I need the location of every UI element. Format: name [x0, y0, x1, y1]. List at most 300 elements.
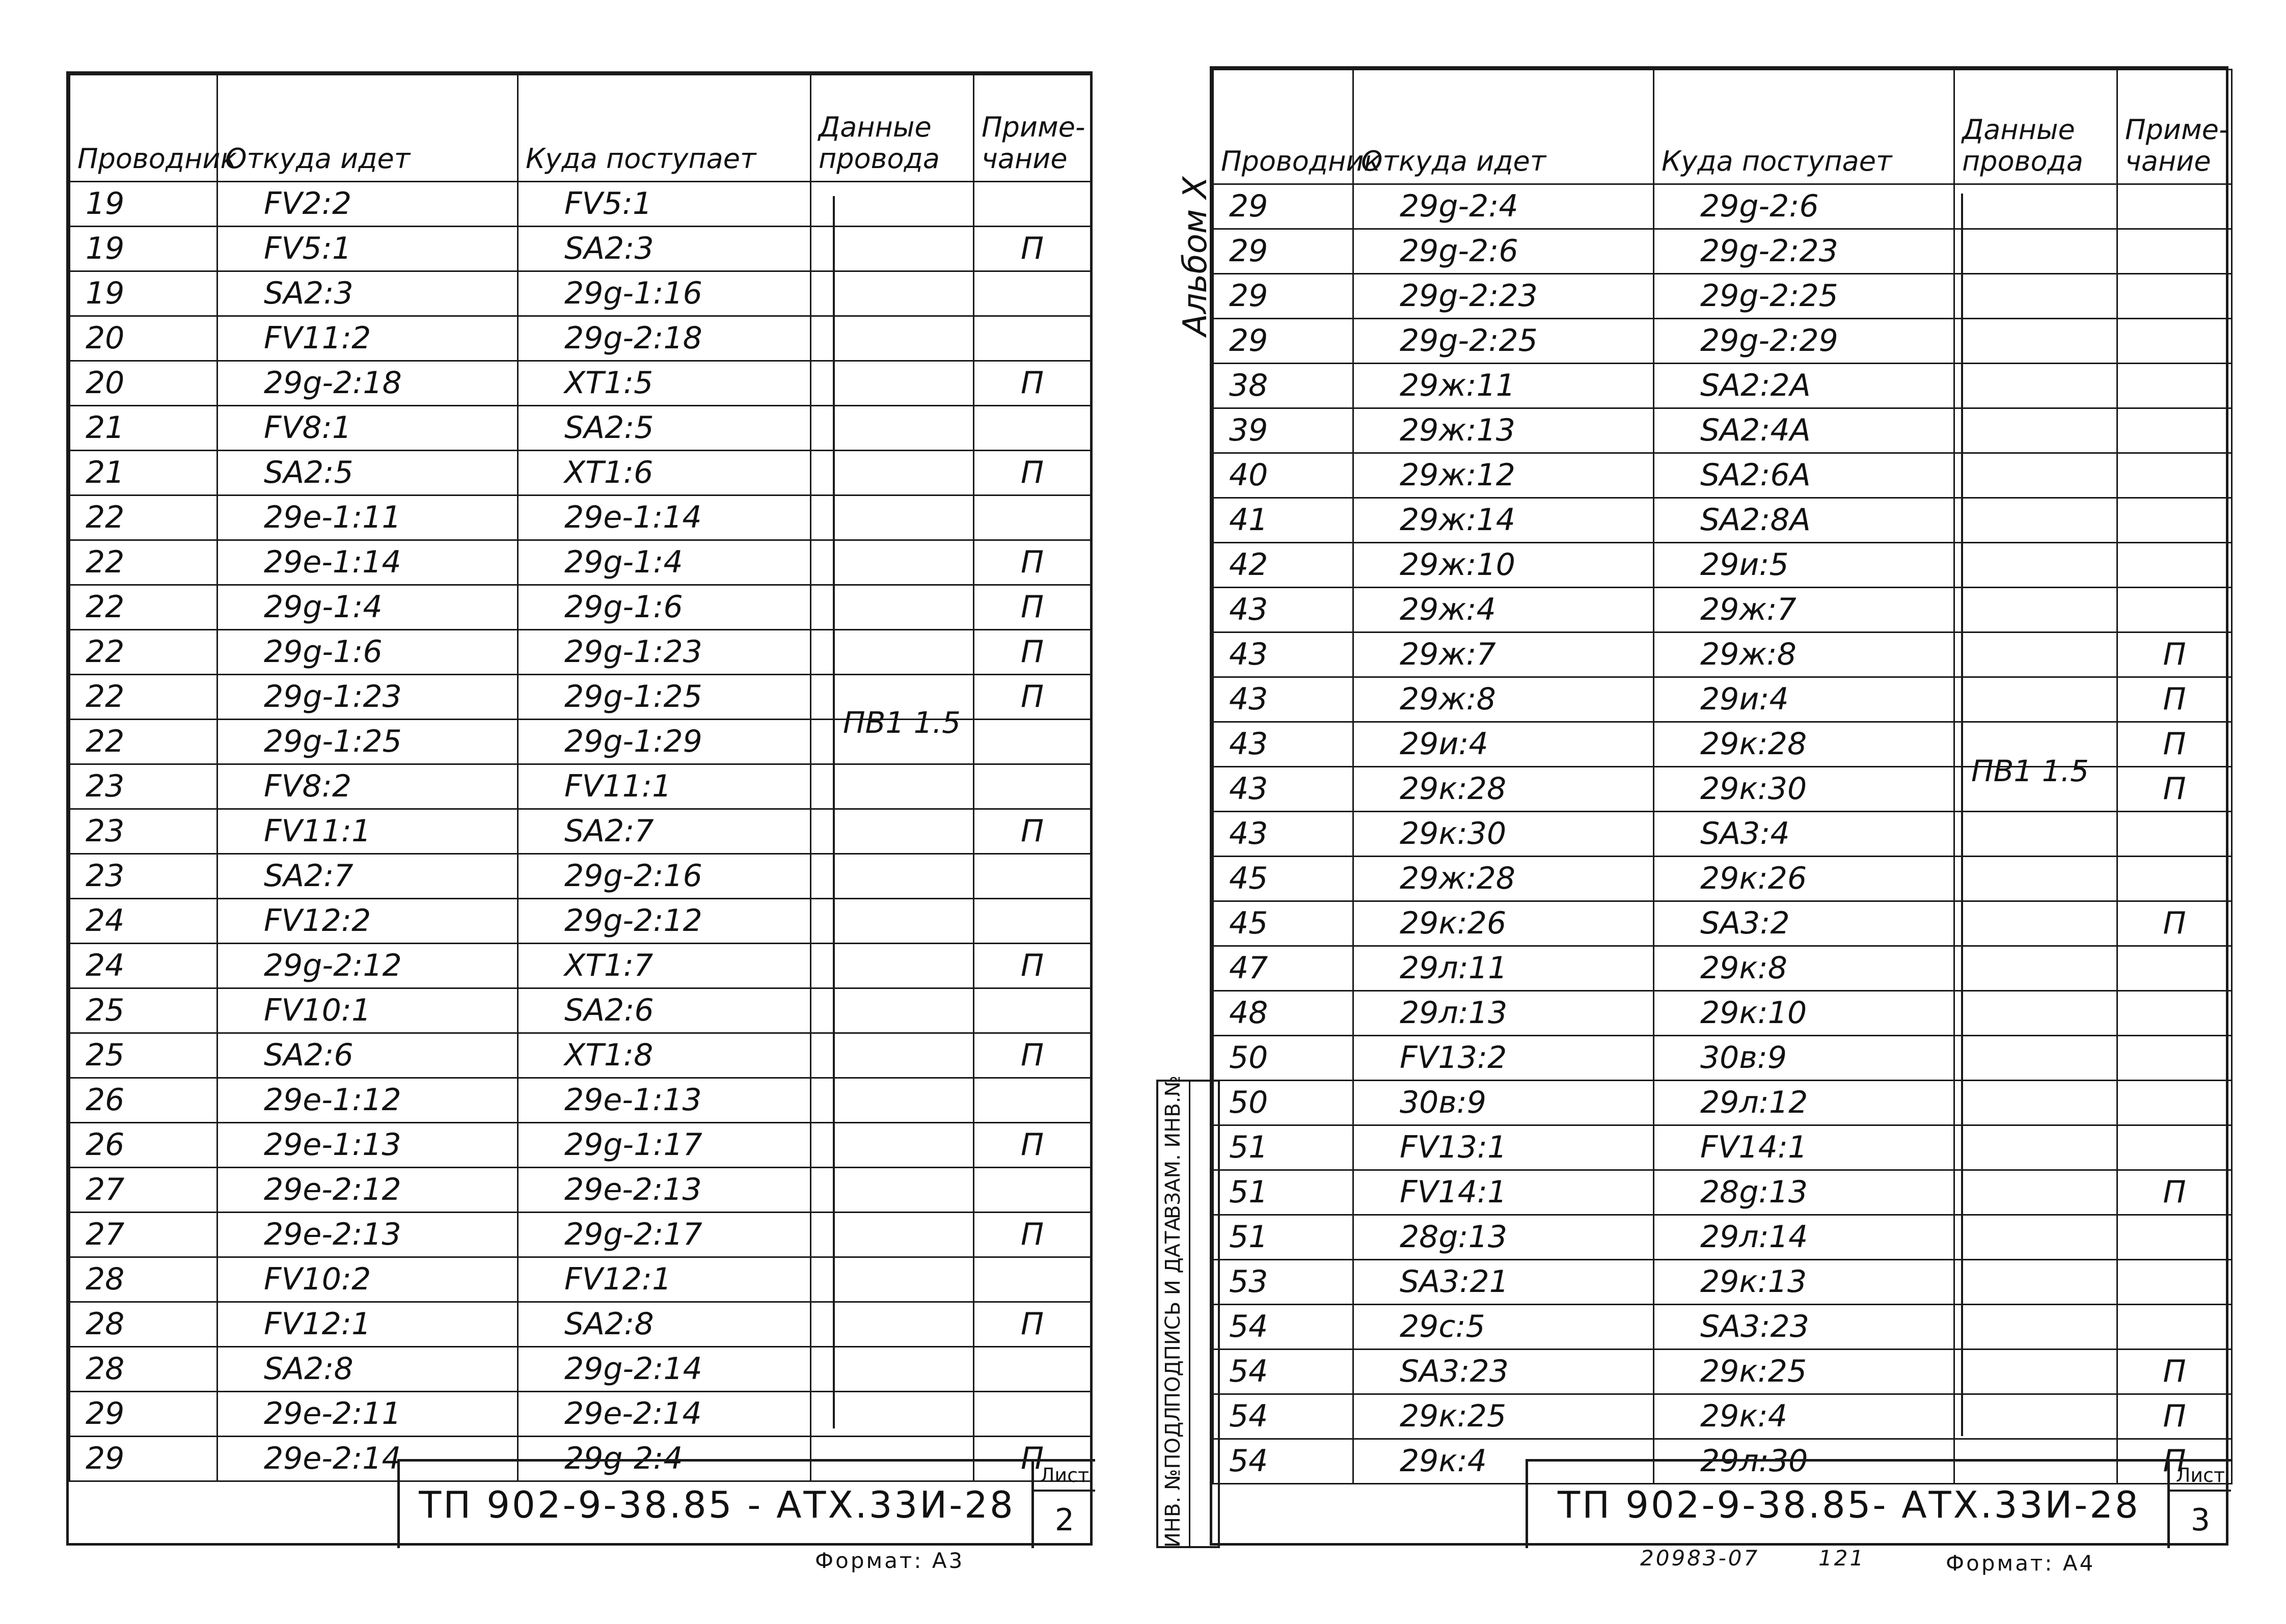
table-row: [70, 809, 1091, 854]
left-sheet-number: 2: [1054, 1502, 1075, 1538]
to-cell: 29л:30: [1654, 1439, 1954, 1484]
to-cell: 29к:30: [1654, 767, 1954, 812]
to-cell: 29g-1:17: [518, 1123, 811, 1168]
note-cell: [2117, 588, 2232, 632]
from-cell: 29ж:10: [1353, 543, 1654, 588]
to-cell: 29g-2:25: [1654, 274, 1954, 319]
data-cell: [1954, 543, 2117, 588]
data-cell: [1954, 588, 2117, 632]
from-cell: 29с:5: [1353, 1305, 1654, 1350]
from-cell: 29e-2:13: [217, 1213, 518, 1257]
to-cell: 30в:9: [1654, 1036, 1954, 1081]
table-row: [70, 1257, 1091, 1302]
table-row: [1213, 1394, 2232, 1439]
from-cell: 29g-2:12: [217, 944, 518, 988]
table-row: [70, 988, 1091, 1033]
note-cell: [974, 1078, 1091, 1123]
note-cell: П: [974, 630, 1091, 675]
wire-cell: 43: [1213, 588, 1353, 632]
data-cell: [1954, 1305, 2117, 1350]
table-row: [70, 361, 1091, 406]
data-cell: [811, 1168, 974, 1213]
wire-cell: 38: [1213, 364, 1353, 408]
from-cell: 29g-2:4: [1353, 184, 1654, 229]
data-cell: [1954, 812, 2117, 857]
note-cell: П: [974, 540, 1091, 585]
to-cell: 29g-2:29: [1654, 319, 1954, 364]
wire-cell: 19: [70, 271, 217, 316]
from-cell: FV10:1: [217, 988, 518, 1033]
to-cell: SA2:7: [518, 809, 811, 854]
from-cell: 29g-1:25: [217, 720, 518, 764]
note-cell: [2117, 1305, 2232, 1350]
left-sheet-label: Лист: [1034, 1462, 1095, 1492]
table-row: [1213, 1036, 2232, 1081]
from-cell: 29e-1:12: [217, 1078, 518, 1123]
wire-cell: 47: [1213, 946, 1353, 991]
from-cell: 29к:25: [1353, 1394, 1654, 1439]
data-cell: [811, 944, 974, 988]
note-cell: [2117, 408, 2232, 453]
data-cell: [811, 1033, 974, 1078]
table-row: [1213, 453, 2232, 498]
note-cell: [974, 406, 1091, 451]
data-cell: [1954, 946, 2117, 991]
to-cell: 29ж:8: [1654, 632, 1954, 677]
from-cell: FV14:1: [1353, 1170, 1654, 1215]
note-cell: [974, 899, 1091, 944]
from-cell: 29ж:12: [1353, 453, 1654, 498]
to-cell: SA2:8: [518, 1302, 811, 1347]
table-row: [70, 227, 1091, 271]
data-cell: [1954, 498, 2117, 543]
left-sheet: [66, 71, 1093, 1546]
wire-cell: 48: [1213, 991, 1353, 1036]
to-cell: 29g-2:6: [1654, 184, 1954, 229]
data-cell: [811, 1123, 974, 1168]
to-cell: 29g-2:12: [518, 899, 811, 944]
to-cell: XT1:5: [518, 361, 811, 406]
data-cell: [811, 1257, 974, 1302]
from-cell: FV5:1: [217, 227, 518, 271]
wire-cell: 22: [70, 585, 217, 630]
note-cell: П: [2117, 1350, 2232, 1394]
to-cell: 29g-2:14: [518, 1347, 811, 1392]
note-cell: П: [2117, 1170, 2232, 1215]
note-cell: [974, 271, 1091, 316]
wire-cell: 19: [70, 182, 217, 227]
wire-cell: 23: [70, 764, 217, 809]
table-row: [1213, 319, 2232, 364]
note-cell: П: [974, 451, 1091, 496]
data-cell: [811, 182, 974, 227]
table-row: [1213, 184, 2232, 229]
wire-cell: 23: [70, 854, 217, 899]
from-cell: 29и:4: [1353, 722, 1654, 767]
wire-cell: 22: [70, 496, 217, 540]
from-cell: FV12:2: [217, 899, 518, 944]
table-row: [70, 1302, 1091, 1347]
data-cell: [1954, 857, 2117, 901]
data-cell: [1954, 408, 2117, 453]
table-row: [1213, 677, 2232, 722]
header-to: Куда поступает: [518, 75, 811, 182]
data-cell: [811, 451, 974, 496]
data-cell: [811, 1302, 974, 1347]
data-cell: [1954, 901, 2117, 946]
to-cell: 29g-2:4: [518, 1437, 811, 1481]
note-cell: [974, 1392, 1091, 1437]
table-row: [70, 944, 1091, 988]
to-cell: SA3:4: [1654, 812, 1954, 857]
data-cell: [1954, 1394, 2117, 1439]
data-cell: [811, 1078, 974, 1123]
note-cell: П: [974, 1213, 1091, 1257]
to-cell: 29к:8: [1654, 946, 1954, 991]
data-cell: [1954, 274, 2117, 319]
wire-cell: 19: [70, 227, 217, 271]
from-cell: FV13:2: [1353, 1036, 1654, 1081]
note-cell: [2117, 319, 2232, 364]
to-cell: 29и:4: [1654, 677, 1954, 722]
data-cell: [1954, 1125, 2117, 1170]
note-cell: [2117, 364, 2232, 408]
from-cell: FV8:1: [217, 406, 518, 451]
table-row: [1213, 1215, 2232, 1260]
right-sheet: [1210, 66, 2228, 1546]
data-cell: [1954, 677, 2117, 722]
table-row: [1213, 812, 2232, 857]
side-inv-label: ИНВ. №ПОДЛ: [1161, 1406, 1185, 1548]
wire-cell: 51: [1213, 1125, 1353, 1170]
data-cell: [811, 271, 974, 316]
from-cell: FV11:2: [217, 316, 518, 361]
wire-cell: 28: [70, 1257, 217, 1302]
wire-cell: 29: [1213, 229, 1353, 274]
to-cell: 28g:13: [1654, 1170, 1954, 1215]
to-cell: 29к:26: [1654, 857, 1954, 901]
to-cell: SA3:23: [1654, 1305, 1954, 1350]
to-cell: 29e-1:14: [518, 496, 811, 540]
wire-cell: 29: [70, 1437, 217, 1481]
to-cell: 29g-2:16: [518, 854, 811, 899]
wire-cell: 22: [70, 630, 217, 675]
to-cell: 29и:5: [1654, 543, 1954, 588]
wire-cell: 50: [1213, 1081, 1353, 1125]
wire-cell: 23: [70, 809, 217, 854]
from-cell: 29g-2:25: [1353, 319, 1654, 364]
from-cell: 30в:9: [1353, 1081, 1654, 1125]
note-cell: [974, 1347, 1091, 1392]
from-cell: 29g-1:4: [217, 585, 518, 630]
to-cell: 29e-1:13: [518, 1078, 811, 1123]
from-cell: 29e-2:14: [217, 1437, 518, 1481]
to-cell: FV5:1: [518, 182, 811, 227]
wire-cell: 54: [1213, 1305, 1353, 1350]
table-row: [1213, 229, 2232, 274]
from-cell: SA3:23: [1353, 1350, 1654, 1394]
note-cell: [974, 854, 1091, 899]
to-cell: SA2:2A: [1654, 364, 1954, 408]
note-cell: [2117, 498, 2232, 543]
album-label: Альбом X: [1177, 176, 1214, 336]
table-row: [1213, 901, 2232, 946]
data-cell: [1954, 1215, 2117, 1260]
from-cell: 29e-2:11: [217, 1392, 518, 1437]
wire-cell: 51: [1213, 1170, 1353, 1215]
header-note: Приме- чание: [2117, 70, 2232, 184]
table-row: [1213, 1260, 2232, 1305]
data-cell: [811, 540, 974, 585]
header-note: Приме- чание: [974, 75, 1091, 182]
note-cell: [974, 1168, 1091, 1213]
table-row: [70, 182, 1091, 227]
to-cell: SA2:8A: [1654, 498, 1954, 543]
header-wire: Проводник: [70, 75, 217, 182]
table-row: [70, 1347, 1091, 1392]
wire-cell: 25: [70, 988, 217, 1033]
header-wire: Проводник: [1213, 70, 1353, 184]
wire-cell: 53: [1213, 1260, 1353, 1305]
header-from: Откуда идет: [1353, 70, 1654, 184]
data-cell: [811, 1392, 974, 1437]
note-cell: П: [2117, 901, 2232, 946]
to-cell: 29g-1:4: [518, 540, 811, 585]
table-row: [70, 1078, 1091, 1123]
note-cell: П: [2117, 632, 2232, 677]
note-cell: [2117, 1081, 2232, 1125]
wire-cell: 45: [1213, 901, 1353, 946]
wire-cell: 28: [70, 1302, 217, 1347]
note-cell: [2117, 274, 2232, 319]
note-cell: [2117, 453, 2232, 498]
to-cell: 29g-2:23: [1654, 229, 1954, 274]
table-row: [1213, 588, 2232, 632]
to-cell: FV12:1: [518, 1257, 811, 1302]
to-cell: XT1:7: [518, 944, 811, 988]
to-cell: 29e-2:13: [518, 1168, 811, 1213]
table-row: [70, 1033, 1091, 1078]
data-cell: [811, 1213, 974, 1257]
from-cell: SA2:3: [217, 271, 518, 316]
table-row: [1213, 1305, 2232, 1350]
wire-cell: 42: [1213, 543, 1353, 588]
note-cell: П: [974, 1123, 1091, 1168]
from-cell: 29g-2:18: [217, 361, 518, 406]
to-cell: 29g-2:17: [518, 1213, 811, 1257]
data-cell: [811, 227, 974, 271]
wire-cell: 20: [70, 316, 217, 361]
note-cell: [2117, 991, 2232, 1036]
side-strip-divider: [1189, 1082, 1190, 1546]
table-row: [70, 1213, 1091, 1257]
wire-cell: 21: [70, 451, 217, 496]
table-row: [70, 1168, 1091, 1213]
wire-cell: 24: [70, 944, 217, 988]
wire-cell: 27: [70, 1213, 217, 1257]
note-cell: П: [974, 585, 1091, 630]
from-cell: 29g-1:6: [217, 630, 518, 675]
to-cell: FV14:1: [1654, 1125, 1954, 1170]
data-cell: [811, 630, 974, 675]
header-to: Куда поступает: [1654, 70, 1954, 184]
table-row: [1213, 274, 2232, 319]
to-cell: 29к:25: [1654, 1350, 1954, 1394]
data-cell: [1954, 1036, 2117, 1081]
wire-cell: 54: [1213, 1439, 1353, 1484]
note-cell: [2117, 1125, 2232, 1170]
note-cell: П: [2117, 1394, 2232, 1439]
note-cell: [974, 496, 1091, 540]
from-cell: FV13:1: [1353, 1125, 1654, 1170]
left-format-label: Формат: А3: [815, 1548, 965, 1573]
from-cell: FV2:2: [217, 182, 518, 227]
from-cell: 29g-1:23: [217, 675, 518, 720]
wire-cell: 43: [1213, 677, 1353, 722]
note-cell: [2117, 543, 2232, 588]
data-cell: [811, 585, 974, 630]
header-data: Данные провода: [1954, 70, 2117, 184]
table-row: [70, 451, 1091, 496]
note-cell: П: [974, 944, 1091, 988]
to-cell: SA2:4A: [1654, 408, 1954, 453]
table-row: [1213, 1125, 2232, 1170]
to-cell: 29g-1:25: [518, 675, 811, 720]
note-cell: П: [974, 227, 1091, 271]
to-cell: 29л:14: [1654, 1215, 1954, 1260]
to-cell: SA2:3: [518, 227, 811, 271]
left-wire-table: [69, 74, 1092, 1482]
wire-cell: 20: [70, 361, 217, 406]
data-cell: [811, 988, 974, 1033]
wire-cell: 50: [1213, 1036, 1353, 1081]
table-row: [1213, 632, 2232, 677]
to-cell: 29g-2:18: [518, 316, 811, 361]
data-cell: [1954, 453, 2117, 498]
note-cell: [2117, 1215, 2232, 1260]
right-sheet-label: Лист: [2170, 1462, 2231, 1492]
right-doc-code: ТП 902-9-38.85- АТХ.33И-28: [1558, 1483, 2140, 1526]
data-cell: [811, 1347, 974, 1392]
table-row: [1213, 1081, 2232, 1125]
table-row: [70, 406, 1091, 451]
data-cell: [811, 854, 974, 899]
wire-cell: 29: [1213, 274, 1353, 319]
data-cell: [811, 406, 974, 451]
data-cell: [1954, 229, 2117, 274]
from-cell: FV11:1: [217, 809, 518, 854]
from-cell: 29к:28: [1353, 767, 1654, 812]
left-data-brace: [833, 196, 835, 1428]
table-row: [70, 630, 1091, 675]
left-table-body: [70, 182, 1091, 1481]
from-cell: SA2:8: [217, 1347, 518, 1392]
to-cell: 29к:28: [1654, 722, 1954, 767]
to-cell: 29ж:7: [1654, 588, 1954, 632]
from-cell: 28g:13: [1353, 1215, 1654, 1260]
from-cell: 29e-1:13: [217, 1123, 518, 1168]
to-cell: 29e-2:14: [518, 1392, 811, 1437]
wire-cell: 29: [1213, 184, 1353, 229]
wire-cell: 22: [70, 720, 217, 764]
note-cell: [974, 764, 1091, 809]
from-cell: 29ж:8: [1353, 677, 1654, 722]
note-cell: [974, 182, 1091, 227]
from-cell: 29ж:13: [1353, 408, 1654, 453]
doc-number: 20983-07: [1640, 1546, 1760, 1571]
table-row: [70, 496, 1091, 540]
header-data: Данные провода: [811, 75, 974, 182]
note-cell: П: [974, 1033, 1091, 1078]
data-cell: [1954, 364, 2117, 408]
to-cell: 29g-1:23: [518, 630, 811, 675]
to-cell: 29g-1:16: [518, 271, 811, 316]
data-cell: [1954, 319, 2117, 364]
data-cell: [1954, 1170, 2117, 1215]
to-cell: SA3:2: [1654, 901, 1954, 946]
left-wire-data-label: ПВ1 1.5: [843, 705, 961, 740]
data-cell: [811, 764, 974, 809]
from-cell: 29e-1:11: [217, 496, 518, 540]
from-cell: 29g-2:23: [1353, 274, 1654, 319]
to-cell: XT1:6: [518, 451, 811, 496]
from-cell: SA2:6: [217, 1033, 518, 1078]
wire-cell: 54: [1213, 1350, 1353, 1394]
from-cell: FV8:2: [217, 764, 518, 809]
wire-cell: 43: [1213, 632, 1353, 677]
note-cell: П: [2117, 767, 2232, 812]
note-cell: П: [974, 1302, 1091, 1347]
right-format-label: Формат: А4: [1946, 1551, 2096, 1576]
wire-cell: 51: [1213, 1215, 1353, 1260]
table-row: [1213, 364, 2232, 408]
to-cell: 29к:10: [1654, 991, 1954, 1036]
wire-cell: 22: [70, 675, 217, 720]
note-cell: П: [974, 361, 1091, 406]
from-cell: FV12:1: [217, 1302, 518, 1347]
to-cell: 29к:13: [1654, 1260, 1954, 1305]
data-cell: [1954, 1350, 2117, 1394]
to-cell: SA2:6: [518, 988, 811, 1033]
to-cell: SA2:6A: [1654, 453, 1954, 498]
wire-cell: 41: [1213, 498, 1353, 543]
wire-cell: 21: [70, 406, 217, 451]
table-row: [70, 854, 1091, 899]
table-row: [70, 585, 1091, 630]
wire-cell: 26: [70, 1123, 217, 1168]
note-cell: П: [974, 1437, 1091, 1481]
wire-cell: 54: [1213, 1394, 1353, 1439]
table-row: [1213, 857, 2232, 901]
note-cell: [2117, 946, 2232, 991]
note-cell: [2117, 857, 2232, 901]
wire-cell: 29: [70, 1392, 217, 1437]
wire-cell: 27: [70, 1168, 217, 1213]
note-cell: [2117, 812, 2232, 857]
table-row: [70, 1123, 1091, 1168]
note-cell: [974, 720, 1091, 764]
to-cell: SA2:5: [518, 406, 811, 451]
to-cell: 29л:12: [1654, 1081, 1954, 1125]
table-row: [70, 899, 1091, 944]
from-cell: 29ж:4: [1353, 588, 1654, 632]
wire-cell: 39: [1213, 408, 1353, 453]
table-row: [70, 271, 1091, 316]
note-cell: [974, 988, 1091, 1033]
table-row: [1213, 408, 2232, 453]
table-row: [70, 764, 1091, 809]
from-cell: 29ж:14: [1353, 498, 1654, 543]
